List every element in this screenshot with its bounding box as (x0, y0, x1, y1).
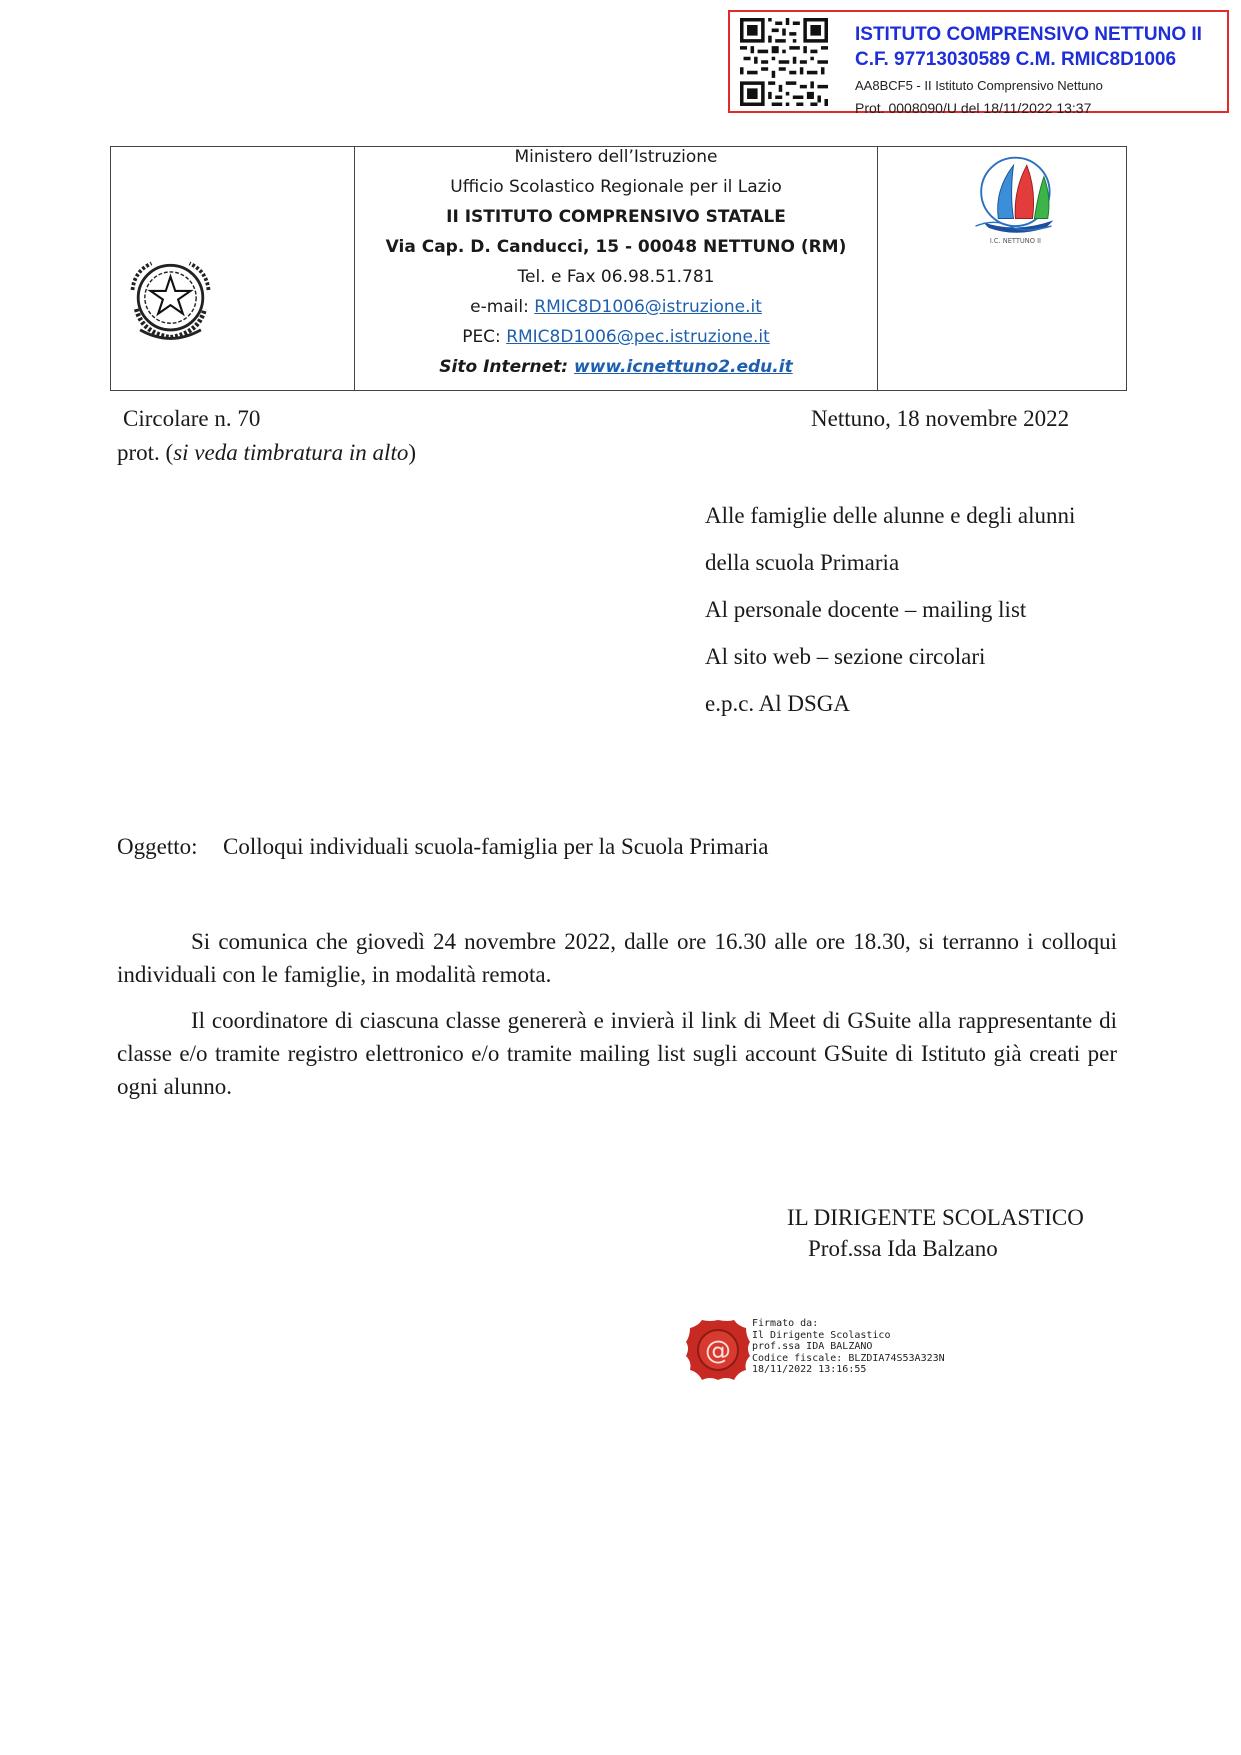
pec-line (355, 327, 877, 347)
website-line (355, 357, 877, 377)
recipient-line: Al sito web – sezione circolari (705, 644, 986, 669)
pec-link[interactable]: RMIC8D1006@pec.istruzione.it (506, 327, 770, 347)
school-sailboat-logo-icon (966, 152, 1061, 247)
protocol-reference-note: si veda timbratura in alto (173, 440, 409, 465)
signature-line: Il Dirigente Scolastico (752, 1329, 891, 1341)
body-paragraph (117, 925, 1117, 991)
body-paragraph (117, 1004, 1117, 1103)
signature-line: Codice fiscale: BLZDIA74S53A323N (752, 1352, 945, 1364)
signature-line: 18/11/2022 13:16:55 (752, 1364, 867, 1375)
school-address: Via Cap. D. Canducci, 15 - 00048 NETTUNO (RM) (385, 237, 847, 257)
stamp-aoo: AA8BCF5 - II Istituto Comprensivo Nettuno (855, 78, 1103, 93)
recipient-line: e.p.c. Al DSGA (705, 691, 851, 716)
circular-number: Circolare n. 70 (123, 406, 261, 431)
signature-line: Firmato da: (752, 1318, 819, 1329)
email-line (355, 297, 877, 317)
stamp-protocol-number: Prot. 0008090/U del 18/11/2022 13:37 (855, 100, 1092, 116)
stamp-institute-name: ISTITUTO COMPRENSIVO NETTUNO II (855, 24, 1202, 45)
letterhead-emblem-cell (111, 147, 355, 390)
regional-office: Ufficio Scolastico Regionale per il Lazio (450, 177, 782, 197)
letterhead-text-cell (355, 147, 878, 390)
body-paragraph-text: Si comunica che giovedì 24 novembre 2022, dalle ore 16.30 alle ore 18.30, si terranno i colloqui individuali con le famiglie, in modalità remota. (117, 929, 1117, 987)
protocol-stamp (728, 10, 1229, 116)
ministry-name: Ministero dell’Istruzione (514, 147, 718, 167)
protocol-reference-close: ) (408, 440, 417, 465)
subject-label: Oggetto: (117, 834, 198, 859)
website-label: Sito Internet: (439, 357, 575, 377)
recipient-line: della scuola Primaria (705, 550, 900, 575)
svg-text:@: @ (705, 1336, 731, 1366)
website-link[interactable]: www.icnettuno2.edu.it (574, 357, 793, 377)
signature-line: prof.ssa IDA BALZANO (752, 1341, 873, 1352)
recipient-line: Al personale docente – mailing list (705, 597, 1027, 622)
place-and-date: Nettuno, 18 novembre 2022 (811, 406, 1070, 431)
digital-signature-details (752, 1318, 945, 1376)
pec-label: PEC: (462, 327, 507, 347)
protocol-reference (117, 439, 416, 467)
signer-name: Prof.ssa Ida Balzano (808, 1236, 998, 1261)
school-phone: Tel. e Fax 06.98.51.781 (517, 267, 715, 287)
logo-caption: I.C. NETTUNO II (989, 237, 1041, 246)
letterhead-table (110, 146, 1127, 391)
school-name: II ISTITUTO COMPRENSIVO STATALE (446, 207, 786, 227)
body-paragraph-text: Il coordinatore di ciascuna classe genererà e invierà il link di Meet di GSuite alla rappresentante di classe e/o tramite registro elettronico e/o tramite mailing list sugli account GSuite di Istituto già creati per ogni alunno. (117, 1008, 1117, 1099)
subject-text: Colloqui individuali scuola-famiglia per la Scuola Primaria (223, 834, 769, 859)
digital-signature-seal-icon (684, 1318, 752, 1382)
stamp-fiscal-code: C.F. 97713030589 C.M. RMIC8D1006 (855, 49, 1177, 70)
email-label: e-mail: (470, 297, 535, 317)
qr-code-icon (740, 18, 828, 106)
italian-republic-emblem-icon (123, 252, 218, 347)
email-link[interactable]: RMIC8D1006@istruzione.it (534, 297, 762, 317)
recipient-line: Alle famiglie delle alunne e degli alunni (705, 503, 1076, 528)
protocol-reference-label: prot. ( (117, 440, 174, 465)
letterhead-logo-cell (878, 147, 1128, 390)
signer-title: IL DIRIGENTE SCOLASTICO (787, 1205, 1084, 1230)
